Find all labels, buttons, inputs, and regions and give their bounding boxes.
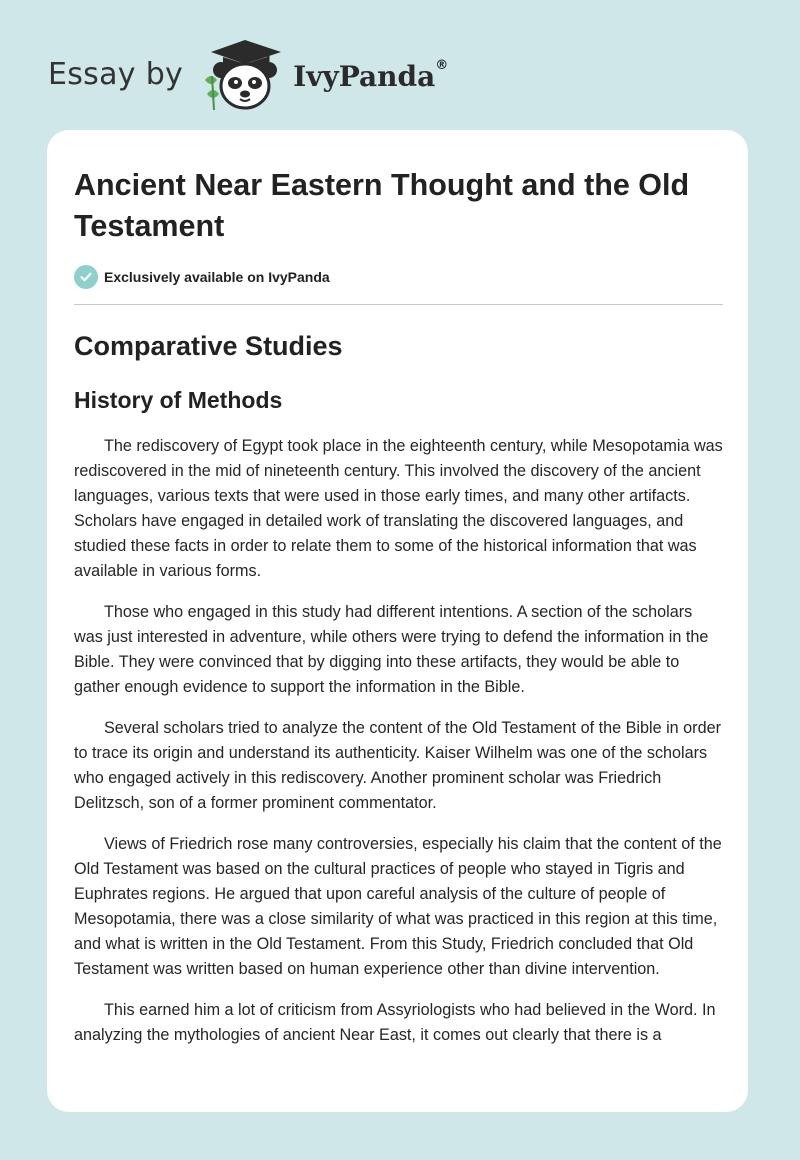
paragraph: Views of Friedrich rose many controversies, especially his claim that the content of the Old Testament was based on the cultural practices of people who stayed in Tigris and Euphrates regions. He argued that upon careful analysis of the culture of people of Mesopotamia, there was a close similarity of what was practiced in this region at this time, and what is written in the Old Testament. From this Study, Friedrich concluded that Old Testament was written based on human experience other than divine intervention.: [74, 835, 722, 978]
paragraph: This earned him a lot of criticism from Assyriologists who had believed in the Word. In analyzing the mythologies of ancient Near East, it comes out clearly that there is a: [74, 1001, 716, 1044]
exclusive-label: Exclusively available on IvyPanda: [104, 269, 330, 285]
essay-title: Ancient Near Eastern Thought and the Old Testament: [74, 168, 690, 243]
section-heading: Comparative Studies: [74, 331, 343, 361]
paragraph: Those who engaged in this study had different intentions. A section of the scholars was just interested in adventure, while others were trying to defend the information in the Bible. They were convinced that by digging into these artifacts, they would be able to gather enough evidence to support the information in the Bible.: [74, 603, 709, 696]
essay-by-label: Essay by: [48, 56, 184, 92]
paragraph: Several scholars tried to analyze the content of the Old Testament of the Bible in order to trace its origin and understand its authenticity. Kaiser Wilhelm was one of the scholars who engaged actively in this rediscovery. Another prominent scholar was Friedrich Delitzsch, son of a former prominent commentator.: [74, 719, 721, 812]
brand-name[interactable]: IvyPanda®: [293, 57, 449, 93]
registered-mark: ®: [435, 57, 449, 73]
panda-graduate-logo-icon[interactable]: [197, 36, 287, 112]
essay-content: [74, 165, 723, 1048]
paragraph: The rediscovery of Egypt took place in the eighteenth century, while Mesopotamia was rediscovered in the mid of nineteenth century. This involved the discovery of the ancient languages, various texts that were used in those early times, and many other artifacts. Scholars have engaged in detailed work of translating the discovered languages, and studied these facts in order to relate them to some of the historical information that was available in various forms.: [74, 437, 723, 580]
exclusive-badge: [74, 263, 723, 291]
subsection-heading: History of Methods: [74, 387, 283, 413]
essay-card: [47, 130, 748, 1112]
divider: [74, 304, 723, 305]
site-header: [48, 34, 448, 114]
check-circle-icon: [74, 265, 98, 289]
